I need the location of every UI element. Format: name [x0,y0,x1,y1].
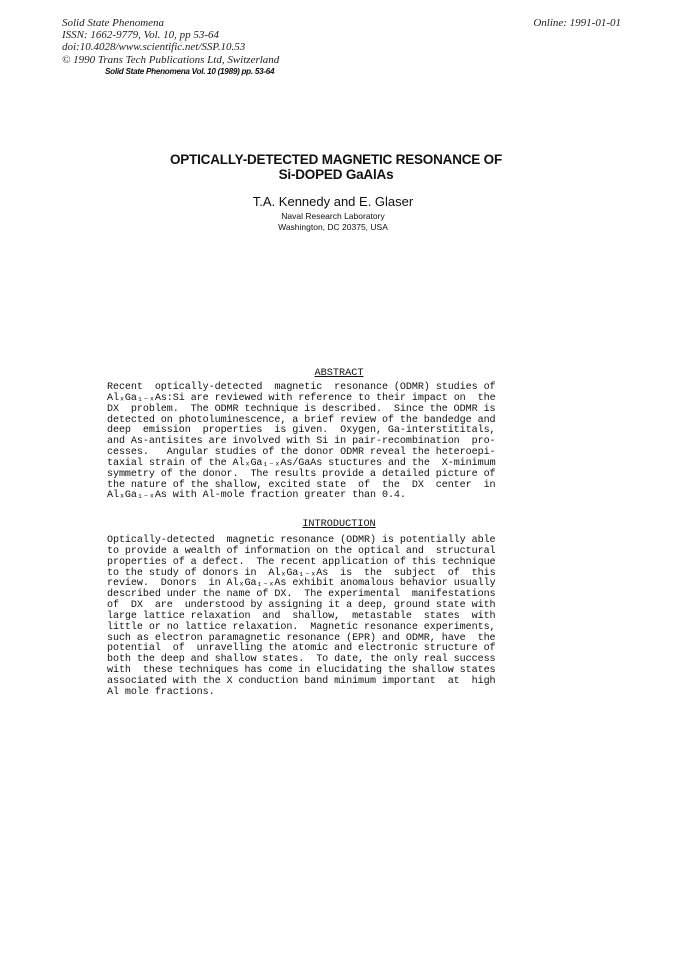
journal-line: Solid State Phenomena Vol. 10 (1989) pp. 53-64 [105,67,275,76]
text-line: Al mole fractions. [107,686,215,698]
paper-title [0,153,678,182]
authors: T.A. Kennedy and E. Glaser [252,194,414,209]
introduction-heading: INTRODUCTION [302,519,376,530]
text-line: potential of unravelling the atomic and electronic structure of [107,643,496,655]
affiliation-line-2: Washington, DC 20375, USA [278,222,388,232]
text-line: such as electron paramagnetic resonance (EPR) and ODMR, have the [107,632,496,644]
meta-copyright: © 1990 Trans Tech Publications Ltd, Switzerland [62,53,280,66]
publication-meta [62,17,279,66]
text-line: taxial strain of the AlₓGa₁₋ₓAs/GaAs stuctures and the X-minimum [107,457,496,469]
text-line: to the study of donors in AlₓGa₁₋ₓAs is the subject of this [107,567,496,579]
text-line: with these techniques has come in elucidating the shallow states [107,665,496,677]
text-line: the nature of the shallow, excited state of the DX center in [107,479,496,491]
affiliation-line-1: Naval Research Laboratory [281,211,385,221]
text-line: large lattice relaxation and shallow, metastable states with [107,610,496,622]
text-line: Optically-detected magnetic resonance (ODMR) is potentially able [107,535,496,546]
meta-journal: Solid State Phenomena [62,17,165,29]
online-date: Online: 1991-01-01 [533,17,621,29]
abstract-body [107,383,537,502]
text-line: detected on photoluminescence, a brief review of the bandedge and [107,414,496,426]
text-line: associated with the X conduction band minimum important at high [107,675,496,687]
text-line: and As-antisites are involved with Si in pair-recombination pro- [107,436,496,448]
title-line-1: OPTICALLY-DETECTED MAGNETIC RESONANCE OF [169,152,503,167]
title-line-2: Si-DOPED GaAlAs [278,166,394,182]
text-line: Recent optically-detected magnetic resonance (ODMR) studies of [107,382,496,393]
meta-issn: ISSN: 1662-9779, Vol. 10, pp 53-64 [62,29,220,42]
text-line: deep emission properties is given. Oxygen, Ga-interstititals, [107,425,496,437]
abstract-heading: ABSTRACT [314,368,364,379]
text-line: properties of a defect. The recent application of this technique [107,556,496,568]
meta-doi: doi:10.4028/www.scientific.net/SSP.10.53 [62,41,246,54]
text-line: AlₓGa₁₋ₓAs:Si are reviewed with reference to their impact on the [107,392,496,404]
text-line: to provide a wealth of information on the optical and structural [107,545,496,557]
text-line: AlₓGa₁₋ₓAs with Al-mole fraction greater than 0.4. [107,490,406,502]
introduction-body [107,536,537,699]
affiliation [0,211,672,233]
text-line: cesses. Angular studies of the donor ODMR reveal the heteroepi- [107,447,496,459]
text-line: both the deep and shallow states. To date, the only real success [107,654,496,666]
text-line: little or no lattice relaxation. Magnetic resonance experiments, [107,621,496,633]
text-line: of DX are understood by assigning it a deep, ground state with [107,600,496,612]
text-line: symmetry of the donor. The results provide a detailed picture of [107,468,496,480]
text-line: DX problem. The ODMR technique is described. Since the ODMR is [107,403,496,415]
text-line: described under the name of DX. The experimental manifestations [107,589,496,601]
text-line: review. Donors in AlₓGa₁₋ₓAs exhibit anomalous behavior usually [107,578,496,590]
